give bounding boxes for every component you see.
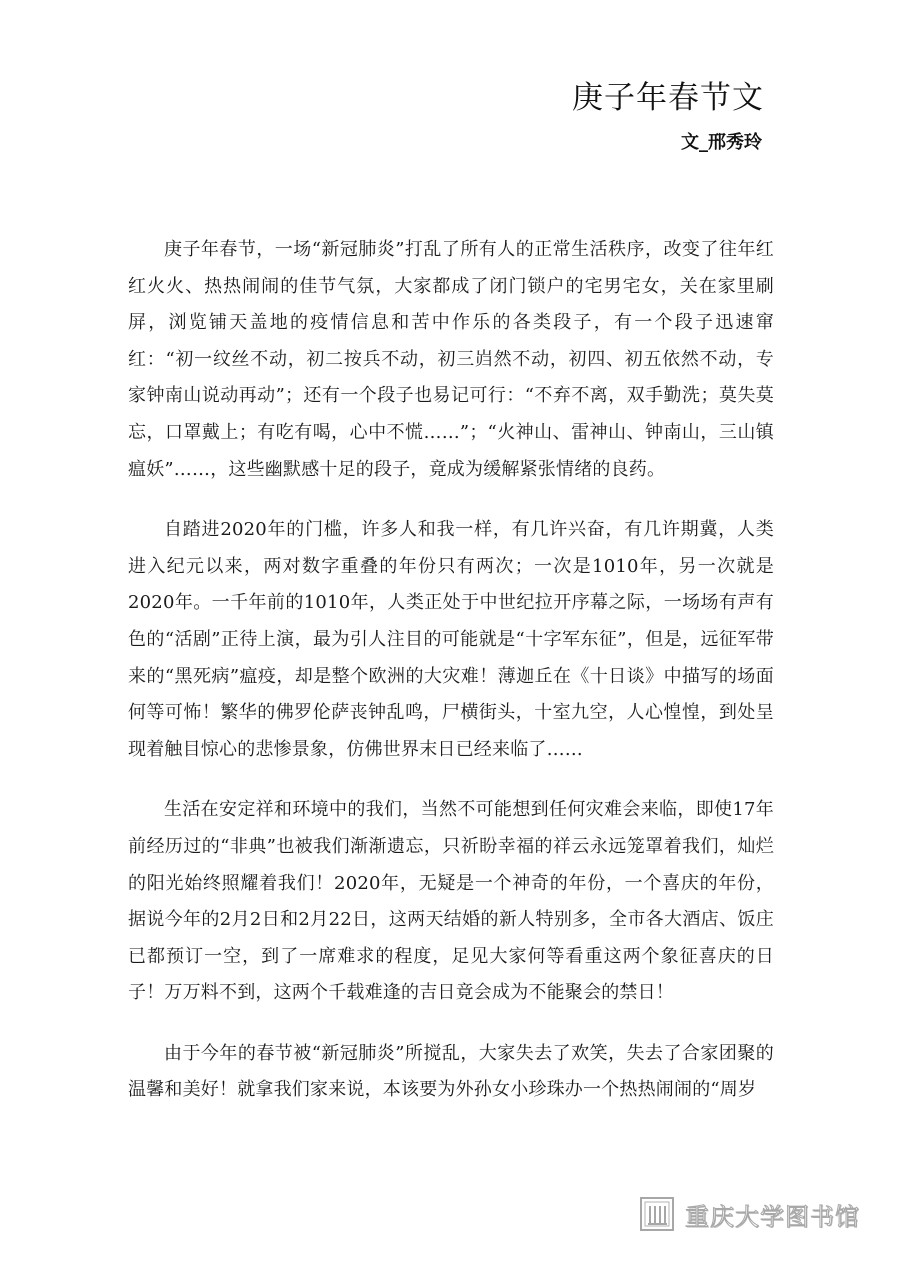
paragraph-4: 由于今年的春节被“新冠肺炎”所搅乱，大家失去了欢笑，失去了合家团聚的温馨和美好！就拿我们家来说，本该要为外孙女小珍珠办一个热热闹闹的“周岁 xyxy=(128,1042,774,1101)
document-title: 庚子年春节文 xyxy=(572,80,764,116)
paragraph-1: 庚子年春节，一场“新冠肺炎”打乱了所有人的正常生活秩序，改变了往年红红火火、热热闹闹的佳节气氛，大家都成了闭门锁户的宅男宅女，关在家里刷屏，浏览铺天盖地的疫情信息和苦中作乐的各类段子，有一个段子迅速窜红：“初一纹丝不动，初二按兵不动，初三岿然不动，初四、初五依然不动，专家钟南山说动再动”；还有一个段子也易记可行：“不弃不离，双手勤洗；莫失莫忘，口罩戴上；有吃有喝，心中不慌……”；“火神山、雷神山、钟南山，三山镇瘟妖”……，这些幽默感十足的段子，竟成为缓解紧张情绪的良药。 xyxy=(128,239,774,480)
article-body xyxy=(128,232,774,1133)
paragraph-2: 自踏进2020年的门槛，许多人和我一样，有几许兴奋，有几许期冀，人类进入纪元以来，两对数字重叠的年份只有两次；一次是1010年，另一次就是2020年。一千年前的1010年，人类正处于中世纪拉开序幕之际，一场场有声有色的“活剧”正待上演，最为引人注目的可能就是“十字军东征”，但是，远征军带来的“黑死病”瘟疫，却是整个欧洲的大灾难！薄迦丘在《十日谈》中描写的场面何等可怖！繁华的佛罗伦萨丧钟乱鸣，尸横街头，十室九空，人心惶惶，到处呈现着触目惊心的悲惨景象，仿佛世界末日已经来临了…… xyxy=(128,519,774,760)
library-logo-icon xyxy=(639,1196,675,1232)
library-watermark xyxy=(639,1196,860,1232)
paragraph-3: 生活在安定祥和环境中的我们，当然不可能想到任何灾难会来临，即使17年前经历过的“非典”也被我们渐渐遗忘，只祈盼幸福的祥云永远笼罩着我们，灿烂的阳光始终照耀着我们！2020年，无疑是一个神奇的年份，一个喜庆的年份，据说今年的2月2日和2月22日，这两天结婚的新人特别多，全市各大酒店、饭庄已都预订一空，到了一席难求的程度，足见大家何等看重这两个象征喜庆的日子！万万料不到，这两个千载难逢的吉日竟会成为不能聚会的禁日！ xyxy=(128,799,774,1004)
author-line: 文_邢秀玲 xyxy=(681,132,762,153)
watermark-text: 重庆大学图书馆 xyxy=(685,1202,860,1231)
